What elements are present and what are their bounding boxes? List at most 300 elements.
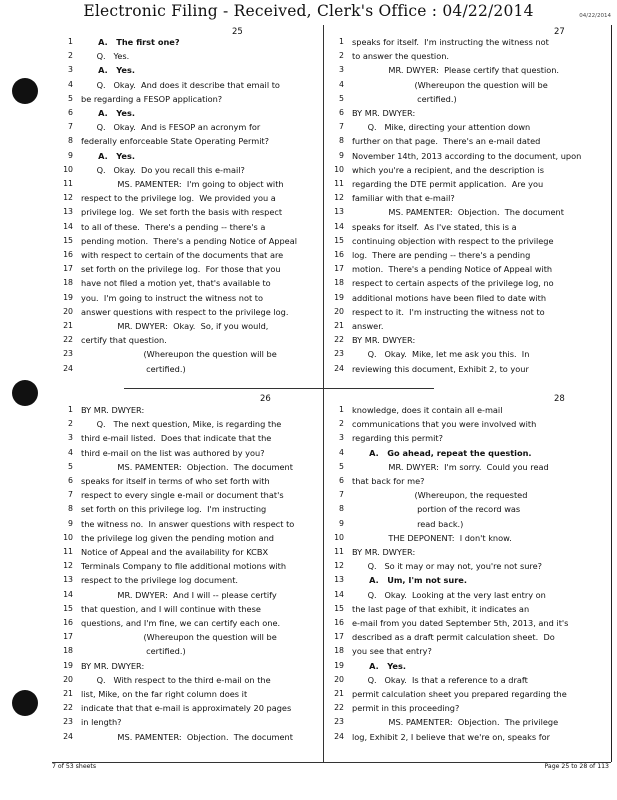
line-number: 20 <box>334 674 344 684</box>
line-text: answer. <box>352 321 384 331</box>
line-number: 4 <box>68 447 73 457</box>
line-number: 7 <box>339 122 344 132</box>
transcript-line <box>326 149 606 163</box>
transcript-line <box>326 205 606 219</box>
transcript-line <box>326 291 606 305</box>
line-text: the witness no. In answer questions with respect to <box>81 518 295 529</box>
transcript-line <box>326 602 606 616</box>
transcript-line <box>326 559 606 573</box>
line-number: 23 <box>63 717 73 727</box>
transcript-line <box>326 715 606 729</box>
line-text: list, Mike, on the far right column does it <box>81 689 248 699</box>
line-text: e-mail from you dated September 5th, 2013, and it's <box>352 618 569 628</box>
punch-hole-1 <box>12 78 38 104</box>
line-number: 9 <box>68 518 73 528</box>
line-number: 20 <box>63 306 73 316</box>
transcript-line <box>326 616 606 630</box>
transcript-line <box>326 730 606 744</box>
line-text: November 14th, 2013 according to the document, upon <box>352 150 582 161</box>
transcript-line <box>55 431 317 445</box>
line-text: respect to the privilege log. We provided you a <box>81 193 276 204</box>
line-text: the last page of that exhibit, it indicates an <box>352 603 530 614</box>
line-number: 5 <box>339 461 344 471</box>
transcript-line <box>326 262 606 276</box>
transcript-line <box>326 78 606 92</box>
line-text: Notice of Appeal and the availability for KCBX <box>81 547 269 557</box>
line-text: Q. So it may or may not, you're not sure? <box>352 561 542 572</box>
transcript-line <box>326 630 606 644</box>
transcript-line <box>55 220 317 234</box>
line-text: portion of the record was <box>352 504 521 515</box>
line-number: 6 <box>68 476 73 485</box>
transcript-line <box>55 559 317 573</box>
line-number: 14 <box>334 589 344 599</box>
line-text: BY MR. DWYER: <box>352 547 416 557</box>
transcript-page <box>326 394 606 743</box>
transcript-line <box>326 163 606 177</box>
line-number: 8 <box>68 136 73 146</box>
line-text: Terminals Company to file additional motions with <box>81 561 287 572</box>
line-text: THE DEPONENT: I don't know. <box>352 532 512 543</box>
transcript-line <box>326 319 606 333</box>
line-text: MS. PAMENTER: I'm going to object with <box>81 179 284 189</box>
transcript-line <box>326 431 606 445</box>
line-text: in length? <box>81 717 122 728</box>
punch-hole-3 <box>12 690 38 716</box>
line-number: 16 <box>334 618 344 627</box>
line-number: 18 <box>334 278 344 288</box>
line-number: 19 <box>334 292 344 302</box>
line-number: 3 <box>68 433 73 443</box>
footer-page-range: Page 25 to 28 of 113 <box>544 763 609 770</box>
line-number: 21 <box>63 321 73 330</box>
line-number: 6 <box>339 108 344 117</box>
line-text: certify that question. <box>81 335 167 346</box>
transcript-line <box>55 715 317 729</box>
transcript-page <box>326 27 606 375</box>
line-text: MS. PAMENTER: Objection. The document <box>81 731 293 742</box>
line-number: 3 <box>68 65 73 75</box>
transcript-line <box>55 305 317 319</box>
transcript-line <box>55 502 317 516</box>
line-number: 11 <box>334 179 344 188</box>
line-number: 17 <box>334 632 344 642</box>
line-number: 2 <box>339 51 344 61</box>
line-number: 23 <box>63 349 73 359</box>
transcript-line <box>55 644 317 658</box>
line-number: 20 <box>334 306 344 316</box>
line-number: 16 <box>63 250 73 259</box>
transcript-line <box>326 92 606 106</box>
line-number: 2 <box>68 419 73 429</box>
transcript-line <box>55 248 317 262</box>
line-text: to answer the question. <box>352 51 450 62</box>
line-number: 15 <box>334 235 344 245</box>
transcript-line <box>326 531 606 545</box>
transcript-line <box>55 191 317 205</box>
transcript-line <box>55 460 317 474</box>
line-number: 21 <box>63 689 73 698</box>
transcript-line <box>326 701 606 715</box>
line-number: 13 <box>334 575 344 585</box>
line-text: MR. DWYER: Please certify that question. <box>352 65 560 76</box>
line-number: 14 <box>63 221 73 231</box>
line-text: knowledge, does it contain all e-mail <box>352 405 503 415</box>
transcript-line <box>55 205 317 219</box>
line-number: 20 <box>63 674 73 684</box>
line-number: 3 <box>339 433 344 443</box>
transcript-line <box>55 35 317 49</box>
transcript-line <box>55 49 317 63</box>
line-text: questions, and I'm fine, we can certify each one. <box>81 618 281 628</box>
line-number: 5 <box>68 93 73 103</box>
line-text: speaks for itself in terms of who set forth with <box>81 476 270 486</box>
transcript-line <box>55 177 317 191</box>
transcript-line <box>55 730 317 744</box>
line-number: 12 <box>334 193 344 203</box>
transcript-line <box>55 659 317 673</box>
transcript-line <box>326 347 606 361</box>
line-text: BY MR. DWYER: <box>352 335 416 346</box>
line-number: 8 <box>339 504 344 514</box>
line-text: log. There are pending -- there's a pending <box>352 250 531 260</box>
line-text: federally enforceable State Operating Permit? <box>81 136 270 147</box>
line-text: indicate that that e-mail is approximately 20 pages <box>81 703 292 714</box>
line-number: 22 <box>63 335 73 345</box>
line-number: 22 <box>334 703 344 713</box>
line-number: 19 <box>63 292 73 302</box>
line-number: 9 <box>68 150 73 160</box>
line-text: read back.) <box>352 518 464 529</box>
line-text: which you're a recipient, and the description is <box>352 164 545 175</box>
line-number: 11 <box>63 547 73 556</box>
line-number: 11 <box>334 547 344 556</box>
line-text: Q. The next question, Mike, is regarding the <box>81 419 282 430</box>
transcript-line <box>55 474 317 488</box>
transcript-line <box>55 602 317 616</box>
line-text: familiar with that e-mail? <box>352 193 455 204</box>
transcript-line <box>55 362 317 376</box>
line-number: 12 <box>334 561 344 571</box>
line-number: 5 <box>68 461 73 471</box>
line-number: 14 <box>334 221 344 231</box>
page-number: 26 <box>260 394 271 404</box>
transcript-line <box>326 588 606 602</box>
line-text: described as a draft permit calculation sheet. Do <box>352 632 555 643</box>
transcript-line <box>326 276 606 290</box>
line-text: Q. Okay. Do you recall this e-mail? <box>81 164 245 175</box>
line-number: 4 <box>339 447 344 457</box>
transcript-line <box>55 687 317 701</box>
line-text: MS. PAMENTER: Objection. The document <box>81 461 293 472</box>
transcript-line <box>55 78 317 92</box>
transcript-line <box>326 106 606 120</box>
transcript-line <box>55 446 317 460</box>
line-text: set forth on this privilege log. I'm instructing <box>81 504 267 515</box>
transcript-line <box>326 644 606 658</box>
transcript-line <box>55 616 317 630</box>
line-text: (Whereupon the question will be <box>352 79 548 90</box>
transcript-line <box>326 545 606 559</box>
transcript-line <box>326 177 606 191</box>
line-number: 17 <box>63 632 73 642</box>
line-number: 7 <box>339 490 344 500</box>
line-text: motion. There's a pending Notice of Appeal with <box>352 264 553 275</box>
line-number: 1 <box>339 405 344 414</box>
line-number: 4 <box>68 79 73 89</box>
line-text: (Whereupon the question will be <box>81 632 277 643</box>
line-number: 1 <box>339 37 344 46</box>
transcript-page <box>55 394 317 743</box>
line-text: reviewing this document, Exhibit 2, to your <box>352 363 529 374</box>
line-text: Q. Mike, directing your attention down <box>352 122 531 133</box>
transcript-line <box>326 687 606 701</box>
transcript-line <box>326 474 606 488</box>
transcript-line <box>55 545 317 559</box>
line-number: 22 <box>63 703 73 713</box>
line-text: third e-mail listed. Does that indicate that the <box>81 433 272 444</box>
line-text: respect to every single e-mail or document that's <box>81 490 284 501</box>
transcript-line <box>326 134 606 148</box>
line-text: be regarding a FESOP application? <box>81 93 223 104</box>
transcript-line <box>326 573 606 587</box>
transcript-line <box>326 673 606 687</box>
line-number: 7 <box>68 490 73 500</box>
transcript-line <box>55 673 317 687</box>
line-text: A. Go ahead, repeat the question. <box>352 447 532 458</box>
page-number: 28 <box>554 394 565 404</box>
line-number: 17 <box>63 264 73 274</box>
line-text: answer questions with respect to the privilege log. <box>81 306 289 317</box>
transcript-line <box>55 630 317 644</box>
transcript-line <box>326 191 606 205</box>
transcript-page <box>55 27 317 375</box>
transcript-line <box>326 417 606 431</box>
line-text: MR. DWYER: And I will -- please certify <box>81 589 277 600</box>
line-number: 9 <box>339 518 344 528</box>
line-number: 24 <box>334 731 344 741</box>
line-text: that back for me? <box>352 476 425 486</box>
line-text: regarding the DTE permit application. Are you <box>352 179 544 189</box>
line-text: you. I'm going to instruct the witness not to <box>81 292 264 303</box>
line-number: 3 <box>339 65 344 75</box>
line-text: Q. Okay. Is that a reference to a draft <box>352 674 528 685</box>
transcript-line <box>55 588 317 602</box>
transcript-line <box>55 333 317 347</box>
line-text: regarding this permit? <box>352 433 443 444</box>
line-text: the privilege log given the pending motion and <box>81 532 274 543</box>
line-number: 19 <box>63 660 73 670</box>
line-number: 1 <box>68 405 73 414</box>
line-number: 9 <box>339 150 344 160</box>
transcript-line <box>55 573 317 587</box>
line-text: Q. Okay. And is FESOP an acronym for <box>81 122 261 133</box>
line-text: privilege log. We set forth the basis with respect <box>81 207 283 218</box>
page-number: 27 <box>554 27 565 37</box>
line-number: 13 <box>63 207 73 217</box>
line-number: 8 <box>339 136 344 146</box>
line-text: BY MR. DWYER: <box>81 660 145 671</box>
line-text: Q. Okay. And does it describe that email to <box>81 79 280 90</box>
transcript-line <box>326 488 606 502</box>
bottom-divider <box>52 762 611 763</box>
line-number: 8 <box>68 504 73 514</box>
line-number: 23 <box>334 349 344 359</box>
transcript-line <box>55 319 317 333</box>
line-number: 15 <box>63 603 73 613</box>
line-number: 6 <box>339 476 344 485</box>
transcript-line <box>326 120 606 134</box>
line-number: 16 <box>334 250 344 259</box>
line-number: 6 <box>68 108 73 117</box>
line-text: A. Yes. <box>81 108 135 118</box>
line-text: A. Yes. <box>81 65 135 76</box>
line-text: A. Um, I'm not sure. <box>352 575 467 586</box>
line-text: further on that page. There's an e-mail dated <box>352 136 541 147</box>
line-text: third e-mail on the list was authored by you? <box>81 447 265 458</box>
line-text: respect to certain aspects of the privilege log, no <box>352 278 554 289</box>
transcript-line <box>55 163 317 177</box>
transcript-line <box>326 35 606 49</box>
transcript-line <box>326 403 606 417</box>
transcript-line <box>55 106 317 120</box>
line-number: 12 <box>63 193 73 203</box>
line-text: set forth on the privilege log. For those that you <box>81 264 281 275</box>
transcript-line <box>55 262 317 276</box>
line-number: 16 <box>63 618 73 627</box>
line-number: 23 <box>334 717 344 727</box>
filing-header: Electronic Filing - Received, Clerk's Office : 04/22/2014 <box>83 2 534 20</box>
line-number: 24 <box>63 363 73 373</box>
transcript-line <box>326 460 606 474</box>
column-divider <box>323 25 324 762</box>
line-text: Q. With respect to the third e-mail on the <box>81 674 271 685</box>
filing-stamp-code: 04/22/2014 <box>579 13 611 19</box>
line-text: with respect to certain of the documents that are <box>81 250 284 260</box>
line-text: speaks for itself. I'm instructing the witness not <box>352 37 549 47</box>
transcript-line <box>55 134 317 148</box>
line-text: BY MR. DWYER: <box>352 108 416 118</box>
line-number: 21 <box>334 689 344 698</box>
line-text: Q. Okay. Looking at the very last entry on <box>352 589 546 600</box>
line-number: 14 <box>63 589 73 599</box>
line-text: (Whereupon, the requested <box>352 490 528 501</box>
line-text: (Whereupon the question will be <box>81 349 277 360</box>
line-number: 15 <box>334 603 344 613</box>
transcript-line <box>326 517 606 531</box>
punch-hole-2 <box>12 380 38 406</box>
line-number: 2 <box>339 419 344 429</box>
transcript-line <box>326 220 606 234</box>
line-number: 10 <box>63 164 73 174</box>
transcript-line <box>55 149 317 163</box>
line-text: Q. Yes. <box>81 51 130 62</box>
line-text: to all of these. There's a pending -- there's a <box>81 221 266 232</box>
transcript-line <box>55 92 317 106</box>
line-number: 10 <box>334 164 344 174</box>
line-text: communications that you were involved with <box>352 419 537 430</box>
transcript-line <box>55 531 317 545</box>
line-number: 15 <box>63 235 73 245</box>
transcript-line <box>326 63 606 77</box>
line-number: 10 <box>334 532 344 542</box>
line-number: 12 <box>63 561 73 571</box>
transcript-line <box>55 417 317 431</box>
line-text: MR. DWYER: I'm sorry. Could you read <box>352 461 549 472</box>
line-number: 24 <box>334 363 344 373</box>
transcript-line <box>55 120 317 134</box>
line-text: Q. Okay. Mike, let me ask you this. In <box>352 349 530 360</box>
transcript-line <box>55 234 317 248</box>
transcript-line <box>55 347 317 361</box>
line-text: certified.) <box>81 363 186 374</box>
line-number: 22 <box>334 335 344 345</box>
line-number: 11 <box>63 179 73 188</box>
transcript-line <box>55 701 317 715</box>
line-text: respect to it. I'm instructing the witness not to <box>352 306 545 317</box>
line-number: 7 <box>68 122 73 132</box>
line-number: 18 <box>63 646 73 656</box>
line-number: 13 <box>334 207 344 217</box>
row-divider <box>124 388 434 389</box>
line-text: speaks for itself. As I've stated, this is a <box>352 221 517 232</box>
line-number: 1 <box>68 37 73 46</box>
transcript-line <box>326 234 606 248</box>
line-text: A. The first one? <box>81 37 180 47</box>
transcript-line <box>55 517 317 531</box>
transcript-line <box>326 362 606 376</box>
transcript-line <box>55 291 317 305</box>
line-text: additional motions have been filed to date with <box>352 292 547 303</box>
page-number: 25 <box>232 27 243 37</box>
line-number: 18 <box>334 646 344 656</box>
line-text: continuing objection with respect to the privilege <box>352 235 554 246</box>
line-number: 10 <box>63 532 73 542</box>
line-text: permit calculation sheet you prepared regarding the <box>352 689 567 699</box>
transcript-line <box>326 333 606 347</box>
transcript-line <box>55 63 317 77</box>
line-text: MS. PAMENTER: Objection. The privilege <box>352 717 559 728</box>
transcript-line <box>326 659 606 673</box>
line-number: 2 <box>68 51 73 61</box>
line-number: 18 <box>63 278 73 288</box>
line-number: 5 <box>339 93 344 103</box>
line-text: pending motion. There's a pending Notice of Appeal <box>81 235 298 246</box>
line-number: 24 <box>63 731 73 741</box>
line-text: BY MR. DWYER: <box>81 405 145 415</box>
line-number: 4 <box>339 79 344 89</box>
line-text: MR. DWYER: Okay. So, if you would, <box>81 321 269 331</box>
transcript-line <box>326 248 606 262</box>
transcript-line <box>326 305 606 319</box>
footer-sheet-count: 7 of 53 sheets <box>52 763 97 770</box>
line-text: certified.) <box>352 93 457 104</box>
line-text: A. Yes. <box>81 150 135 161</box>
line-number: 19 <box>334 660 344 670</box>
line-text: permit in this proceeding? <box>352 703 460 714</box>
line-text: MS. PAMENTER: Objection. The document <box>352 207 564 218</box>
line-number: 21 <box>334 321 344 330</box>
line-text: have not filed a motion yet, that's available to <box>81 278 271 289</box>
line-text: A. Yes. <box>352 660 406 671</box>
transcript-line <box>326 502 606 516</box>
line-number: 13 <box>63 575 73 585</box>
line-text: you see that entry? <box>352 646 432 657</box>
transcript-line <box>55 403 317 417</box>
transcript-line <box>55 488 317 502</box>
line-text: log, Exhibit 2, I believe that we're on, speaks for <box>352 731 551 742</box>
line-text: certified.) <box>81 646 186 657</box>
